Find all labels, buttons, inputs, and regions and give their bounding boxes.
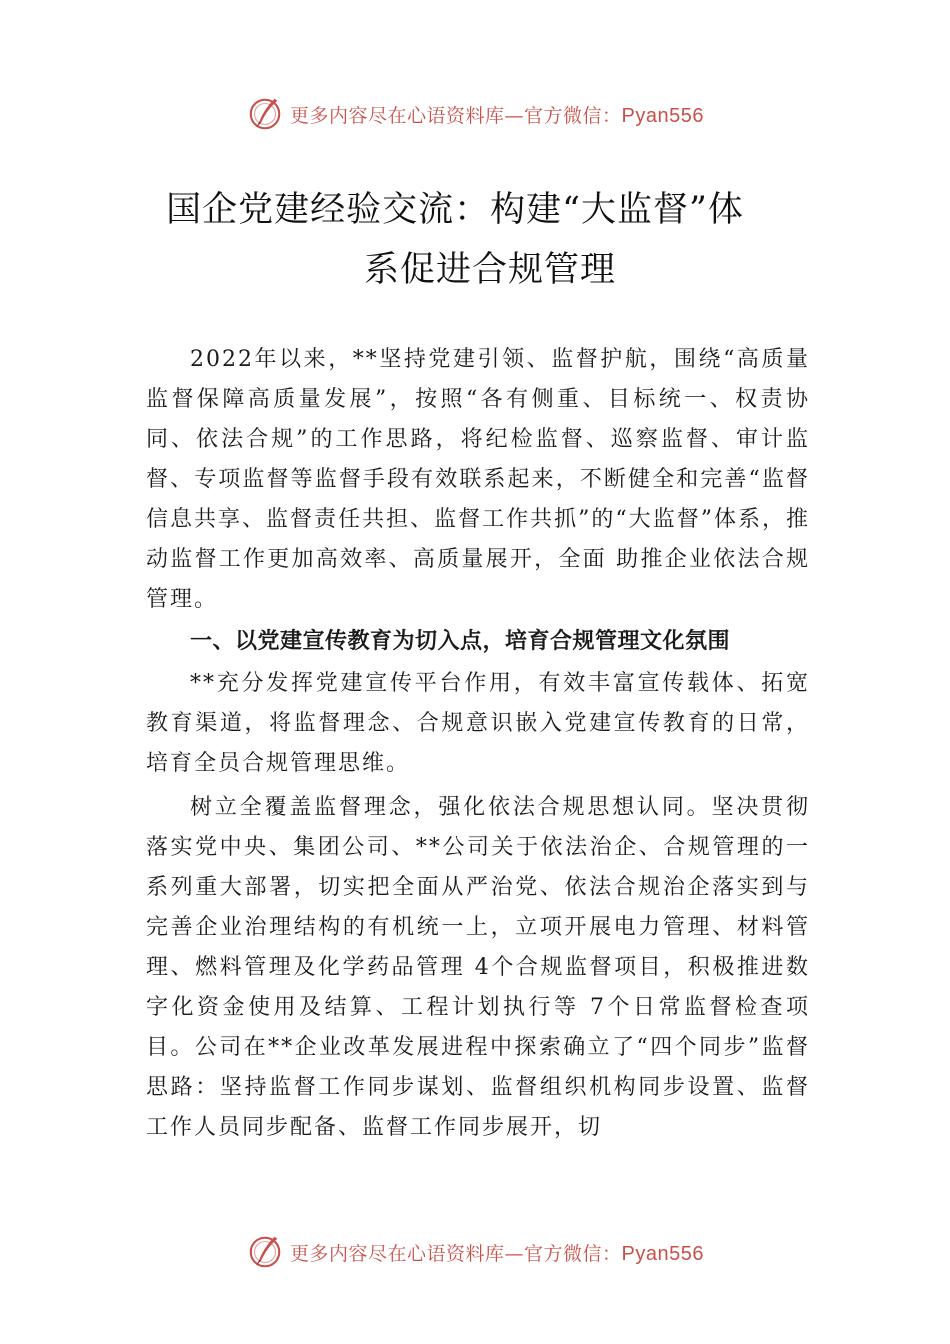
document-body <box>146 340 810 1148</box>
quill-pen-logo-icon <box>246 95 284 133</box>
section-paragraph-1: **充分发挥党建宣传平台作用，有效丰富宣传载体、拓宽教育渠道，将监督理念、合规意识嵌入党建宣传教育的日常，培育全员合规管理思维。 <box>146 671 810 776</box>
document-title <box>0 180 950 300</box>
wechat-id: Pyan556 <box>621 1242 704 1265</box>
promo-text: 更多内容尽在心语资料库—官方微信：Pyan556 <box>290 104 704 127</box>
header-banner <box>0 92 950 136</box>
promo-text: 更多内容尽在心语资料库—官方微信：Pyan556 <box>290 1242 704 1265</box>
footer-banner <box>0 1230 950 1274</box>
intro-paragraph: 2022年以来，**坚持党建引领、监督护航，围绕“高质量监督保障高质量发展”，按照“各有侧重、目标统一、权责协同、依法合规”的工作思路，将纪检监督、巡察监督、审计监督、专项监督等监督手段有效联系起来，不断健全和完善“监督信息共享、监督责任共担、监督工作共抓”的“大监督”体系，推动监督工作更加高效率、高质量展开，全面 助推企业依法合规管理。 <box>146 347 810 612</box>
section-heading: 一、以党建宣传教育为切入点，培育合规管理文化氛围 <box>190 629 731 654</box>
section-paragraph-2: 树立全覆盖监督理念，强化依法合规思想认同。坚决贯彻落实党中央、集团公司、**公司关于依法治企、合规管理的一系列重大部署，切实把全面从严治党、依法合规治企落实到与完善企业治理结构的有机统一上，立项开展电力管理、材料管理、燃料管理及化学药品管理 4个合规监督项目，积极推进数字化资金使用及结算、工程计划执行等 7个日常监督检查项目。公司在**企业改革发展进程中探索确立了“四个同步”监督思路：坚持监督工作同步谋划、监督组织机构同步设置、监督工作人员同步配备、监督工作同步展开，切 <box>146 795 810 1140</box>
title-line-1: 国企党建经验交流：构建“大监督”体 <box>166 190 744 230</box>
quill-pen-logo-icon <box>246 1233 284 1271</box>
title-line-2: 系促进合规管理 <box>363 250 616 290</box>
wechat-id: Pyan556 <box>621 104 704 127</box>
